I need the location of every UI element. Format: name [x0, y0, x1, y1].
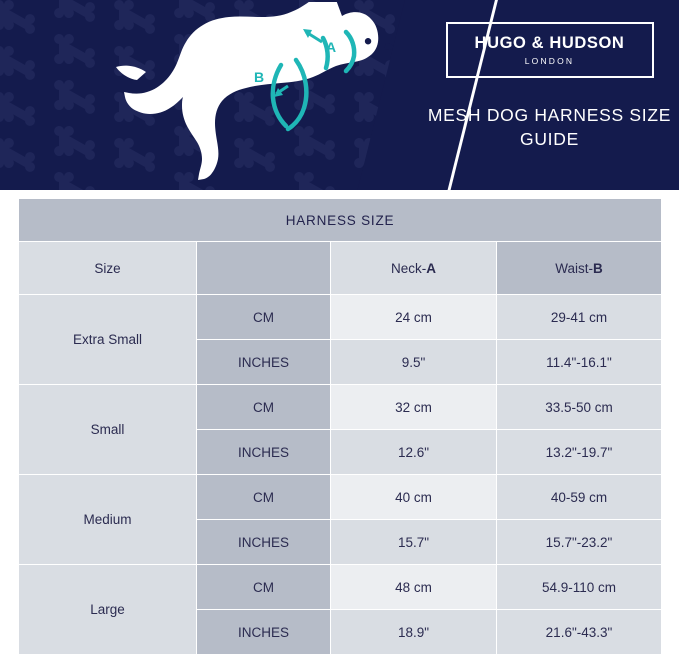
unit-in-l: INCHES: [197, 610, 331, 655]
marker-a-label: A: [326, 39, 337, 55]
unit-cm-m: CM: [197, 475, 331, 520]
waist-cm-xs: 29-41 cm: [497, 295, 662, 340]
size-table-container: [18, 198, 661, 655]
table-row: [19, 385, 662, 430]
header-neck-marker: A: [426, 260, 436, 276]
size-name-l: Large: [19, 565, 197, 655]
header-unit: [197, 242, 331, 295]
table-row: [19, 565, 662, 610]
page-title: MESH DOG HARNESS SIZE GUIDE: [427, 105, 672, 149]
size-name-xs: Extra Small: [19, 295, 197, 385]
size-name-s: Small: [19, 385, 197, 475]
neck-in-s: 12.6": [331, 430, 497, 475]
brand-name: HUGO & HUDSON: [474, 34, 625, 52]
brand-location: LONDON: [524, 55, 575, 66]
unit-in-xs: INCHES: [197, 340, 331, 385]
unit-cm-xs: CM: [197, 295, 331, 340]
neck-cm-l: 48 cm: [331, 565, 497, 610]
waist-cm-s: 33.5-50 cm: [497, 385, 662, 430]
header-banner: [0, 0, 679, 190]
table-row: [19, 475, 662, 520]
neck-cm-s: 32 cm: [331, 385, 497, 430]
harness-size-table: [18, 198, 662, 655]
unit-in-s: INCHES: [197, 430, 331, 475]
unit-in-m: INCHES: [197, 520, 331, 565]
neck-cm-xs: 24 cm: [331, 295, 497, 340]
table-banner: HARNESS SIZE: [19, 199, 662, 242]
table-banner-row: [19, 199, 662, 242]
waist-in-xs: 11.4"-16.1": [497, 340, 662, 385]
header-neck-text: Neck-: [390, 260, 427, 276]
brand-logo: [446, 22, 654, 78]
table-row: [19, 295, 662, 340]
waist-in-l: 21.6"-43.3": [497, 610, 662, 655]
marker-b-label: B: [254, 69, 265, 85]
waist-cm-l: 54.9-110 cm: [497, 565, 662, 610]
neck-in-l: 18.9": [331, 610, 497, 655]
header-waist-text: Waist-: [555, 260, 593, 276]
header-neck: [331, 242, 497, 295]
waist-in-m: 15.7"-23.2": [497, 520, 662, 565]
neck-cm-m: 40 cm: [331, 475, 497, 520]
unit-cm-s: CM: [197, 385, 331, 430]
header-size: Size: [19, 242, 197, 295]
neck-in-m: 15.7": [331, 520, 497, 565]
header-waist: [497, 242, 662, 295]
header-waist-marker: B: [593, 260, 603, 276]
neck-in-xs: 9.5": [331, 340, 497, 385]
unit-cm-l: CM: [197, 565, 331, 610]
waist-in-s: 13.2"-19.7": [497, 430, 662, 475]
size-name-m: Medium: [19, 475, 197, 565]
dog-illustration: [110, 2, 400, 187]
table-header-row: [19, 242, 662, 295]
waist-cm-m: 40-59 cm: [497, 475, 662, 520]
header-brand-area: [420, 0, 679, 190]
